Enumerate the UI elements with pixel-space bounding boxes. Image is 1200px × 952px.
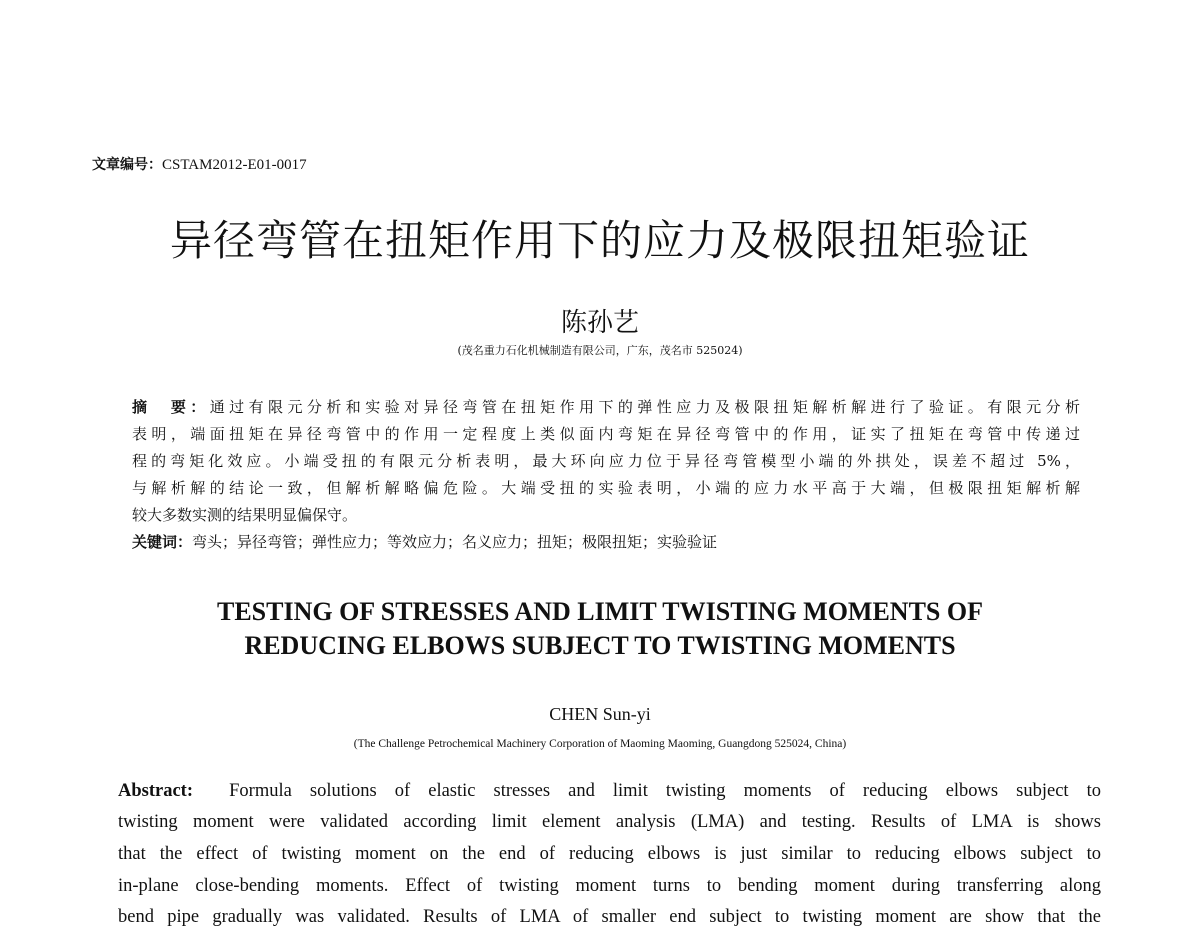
chinese-abstract-line: 与解析解的结论一致，但解析解略偏危险。大端受扭的实验表明，小端的应力水平高于大端，但极限扭矩解析解	[132, 479, 1080, 497]
abstract-text: Formula solutions of elastic stresses and limit twisting moments of reducing elbows subject to	[229, 781, 1102, 801]
english-abstract-line: twisting moment were validated according limit element analysis (LMA) and testing. Results of LMA is shows	[118, 812, 1101, 832]
chinese-abstract-line: 较大多数实测的结果明显偏保守。	[132, 506, 358, 524]
article-number	[92, 154, 307, 174]
keywords-label: 关键词：	[132, 533, 193, 551]
english-abstract-line: that the effect of twisting moment on the end of reducing elbows is just similar to reducing elbows subject to	[118, 844, 1101, 864]
english-abstract-line	[118, 776, 1101, 807]
chinese-abstract-line: 表明，端面扭矩在异径弯管中的作用一定程度上类似面内弯矩在异径弯管中的作用，证实了扭矩在弯管中传递过	[132, 425, 1080, 443]
chinese-title: 异径弯管在扭矩作用下的应力及极限扭矩验证	[169, 216, 1030, 265]
english-abstract-line: in-plane close-bending moments. Effect of twisting moment turns to bending moment during transferring along	[118, 876, 1101, 896]
article-number-label: 文章编号：	[92, 157, 162, 173]
keywords-text: 弯头；异径弯管；弹性应力；等效应力；名义应力；扭矩；极限扭矩；实验验证	[192, 533, 718, 551]
english-author: CHEN Sun-yi	[549, 704, 651, 724]
chinese-author: 陈孙艺	[560, 308, 639, 338]
article-number-value: CSTAM2012-E01-0017	[162, 157, 307, 173]
english-title-line: TESTING OF STRESSES AND LIMIT TWISTING MOMENTS OF	[216, 597, 983, 626]
english-title-line: REDUCING ELBOWS SUBJECT TO TWISTING MOMENTS	[244, 631, 956, 660]
abstract-text: 通过有限元分析和实验对异径弯管在扭矩作用下的弹性应力及极限扭矩解析解进行了验证。有限元分析	[209, 398, 1080, 416]
chinese-abstract-line: 程的弯矩化效应。小端受扭的有限元分析表明，最大环向应力位于异径弯管模型小端的外拱处，误差不超过 5%，	[132, 452, 1080, 470]
english-abstract-label: Abstract:	[118, 781, 194, 801]
chinese-affiliation: (茂名重力石化机械制造有限公司，广东，茂名市 525024)	[457, 344, 743, 357]
english-abstract-line: bend pipe gradually was validated. Results of LMA of smaller end subject to twisting moment are show that the	[118, 907, 1101, 927]
chinese-abstract-label: 摘 要：	[132, 398, 210, 416]
english-affiliation: (The Challenge Petrochemical Machinery Corporation of Maoming Maoming, Guangdong 525024, China)	[353, 738, 847, 750]
chinese-abstract-line	[132, 394, 1080, 421]
chinese-keywords	[132, 529, 1080, 556]
